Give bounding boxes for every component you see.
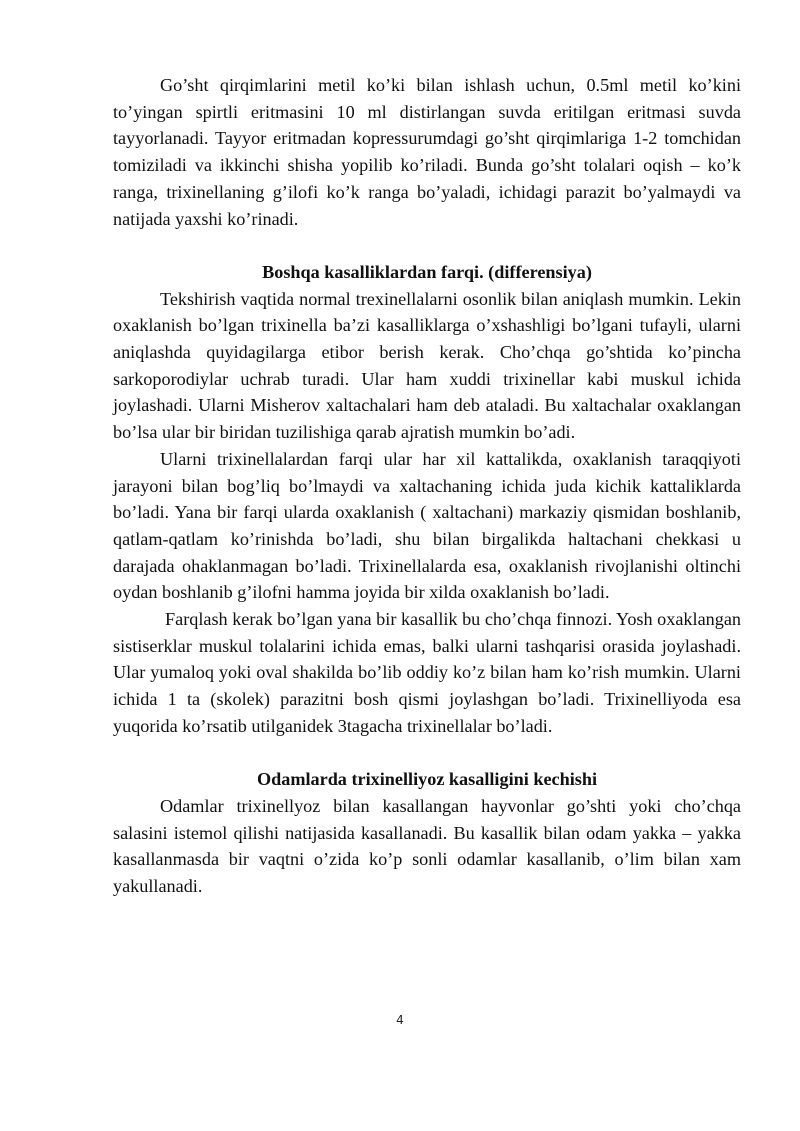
paragraph-human-infection: Odamlar trixinellyoz bilan kasallangan hayvonlar go’shti yoki cho’chqa salasini istemol qilishi natijasida kasallanadi. Bu kasallik bilan odam yakka – yakka kasallanmasda bir vaqtni o’zida ko’p sonli odamlar kasallanib, o’lim bilan xam yakullanadi. [113,795,741,897]
paragraph-examination: Tekshirish vaqtida normal trexinellalarni osonlik bilan aniqlash mumkin. Lekin oxaklanish bo’lgan trixinella ba’zi kasalliklarga o’xshashligi bo’lgani tufayli, ularni aniqlashda quyidagilarga etibor berish kerak. Cho’chqa go’shtida ko’pincha sarkoporodiylar uchrab turadi. Ular ham xuddi trixinellar kabi muskul ichida joylashadi. Ularni Misherov xaltachalari ham deb ataladi. Bu xaltachalar oxaklangan bo’lsa ular bir biridan tuzilishiga qarab ajratish mumkin bo’adi. [113,288,741,443]
paragraph-differences: Ularni trixinellalardan farqi ular har xil kattalikda, oxaklanish taraqqiyoti jarayoni bilan bog’liq bo’lmaydi va xaltachaning ichida juda kichik kattaliklarda bo’ladi. Yana bir farqi ularda oxaklanish ( xaltachani) markaziy qismidan boshlanib, qatlam-qatlam ko’rinishda bo’ladi, shu bilan birgalikda haltachani chekkasi u darajada ohaklanmagan bo’ladi. Trixinellalarda esa, oxaklanish rivojlanishi oltinchi oydan boshlanib g’ilofni hamma joyida bir xilda oxaklanish bo’ladi. [113,448,741,603]
blank-line [113,740,741,767]
page-number: 4 [396,1013,404,1027]
document-page [113,72,741,900]
section-heading-differentiation: Boshqa kasalliklardan farqi. (differensiya) [262,261,592,282]
paragraph-methylene-blue-staining: Go’sht qirqimlarini metil ko’ki bilan ishlash uchun, 0.5ml metil ko’kini to’yingan spirtli eritmasini 10 ml distirlangan suvda eritilgan eritmasi suvda tayyorlanadi. Tayyor eritmadan kopressurumdagi go’sht qirqimlariga 1-2 tomchidan tomiziladi va ikkinchi shisha yopilib ko’riladi. Bunda go’sht tolalari oqish – ko’k ranga, trixinellaning g’ilofi ko’k ranga bo’yaladi, ichidagi parazit bo’yalmaydi va natijada yaxshi ko’rinadi. [113,75,741,229]
blank-line [113,232,741,259]
paragraph-finnosis: Farqlash kerak bo’lgan yana bir kasallik bu cho’chqa finnozi. Yosh oxaklangan sistiserklar muskul tolalarini ichida emas, balki ularni tashqarisi orasida joylashadi. Ular yumaloq yoki oval shakilda bo’lib oddiy ko’z bilan ham ko’rish mumkin. Ularni ichida 1 ta (skolek) parazitni bosh qismi joylashgan bo’ladi. Trixinelliyoda esa yuqorida ko’rsatib utilganidek 3tagacha trixinellalar bo’ladi. [113,609,741,736]
section-heading-human-disease: Odamlarda trixinelliyoz kasalligini kechishi [256,769,598,790]
